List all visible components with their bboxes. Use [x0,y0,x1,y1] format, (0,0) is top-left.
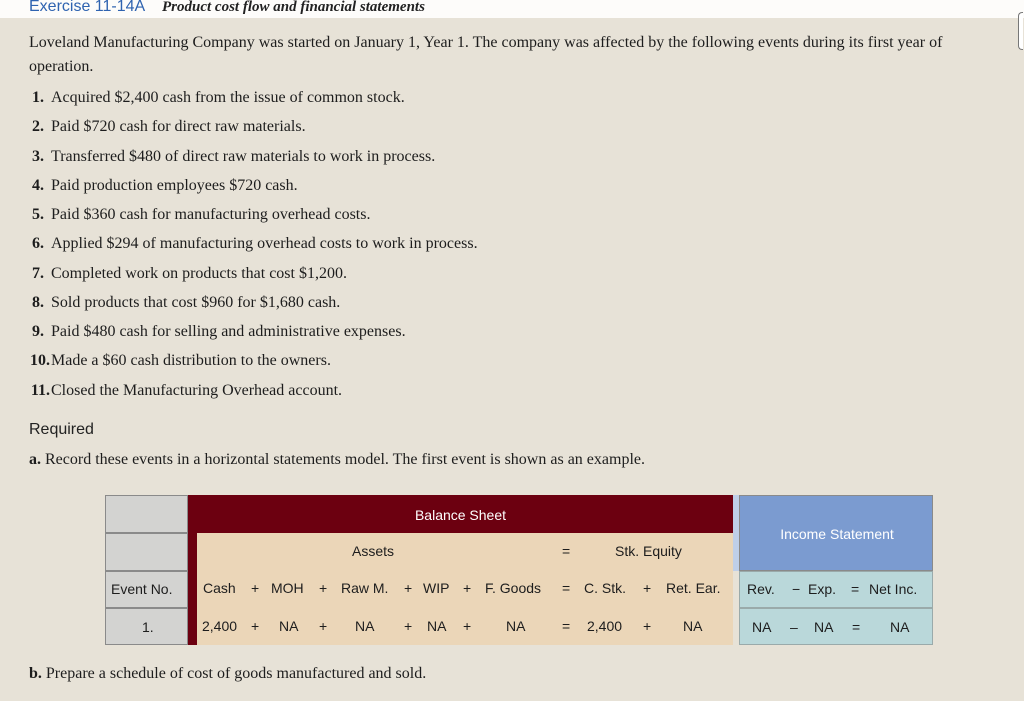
event-number: 11. [30,382,50,399]
exercise-header [0,0,1024,18]
event-number: 4. [32,177,44,194]
balance-sheet-header [188,495,733,533]
income-statement-label: Income Statement [780,526,894,542]
event-number: 9. [32,323,44,340]
event-text: Paid $480 cash for selling and administrative expenses. [51,323,406,340]
plus-sign: + [251,580,260,596]
equals-sign: = [852,619,861,635]
event-number: 5. [32,206,44,223]
cell-cash: 2,400 [202,618,238,634]
income-statement-header [739,495,933,571]
part-b-label: b. [29,665,42,682]
event-no-label: Event No. [111,581,173,597]
event-number: 7. [32,265,44,282]
table-row-balance [197,608,733,645]
plus-sign: + [463,618,472,634]
event-number: 6. [32,235,44,252]
col-moh: MOH [271,580,304,596]
col-raw-m: Raw M. [341,580,389,596]
col-c-stk: C. Stk. [584,580,627,596]
part-b-instruction [29,665,426,683]
event-no-header [105,571,188,608]
blank-header-cell [105,533,188,571]
cell-rev: NA [752,619,772,635]
plus-sign: + [643,618,652,634]
intro-paragraph: Loveland Manufacturing Company was started on January 1, Year 1. The company was affected by the following events during its first year of operation. [29,34,943,75]
event-text: Acquired $2,400 cash from the issue of common stock. [51,89,405,106]
blank-header-cell [105,495,188,533]
horizontal-statements-model [105,495,933,645]
plus-sign: + [643,580,652,596]
col-cash: Cash [203,580,236,596]
cell-net-inc: NA [890,619,910,635]
exercise-code: Exercise 11-14A [29,0,146,15]
event-text: Made a $60 cash distribution to the owners. [51,352,331,369]
equals-sign: = [851,581,860,597]
col-ret-ear: Ret. Ear. [666,580,721,596]
part-a-label: a. [29,451,41,468]
plus-sign: + [404,580,413,596]
cell-ret-ear: NA [683,618,703,634]
col-exp: Exp. [808,581,837,597]
exercise-title: Product cost flow and financial statements [162,0,425,15]
event-number: 8. [32,294,44,311]
balance-sheet-label: Balance Sheet [414,507,507,523]
col-rev: Rev. [747,581,775,597]
part-b-text: Prepare a schedule of cost of goods manufactured and sold. [45,665,427,682]
cell-raw-m: NA [355,618,375,634]
column-headers-income [739,571,933,608]
maroon-side-bar [188,533,197,645]
table-row-event [105,608,188,645]
plus-sign: + [251,618,260,634]
event-number: 1. [32,89,44,106]
col-net-inc: Net Inc. [869,581,918,597]
dash-sign: – [790,619,798,635]
event-text: Paid $360 cash for manufacturing overhead costs. [51,206,371,223]
event-number: 3. [32,148,44,165]
event-text: Closed the Manufacturing Overhead account. [51,382,343,399]
table-row-income [739,608,933,645]
plus-sign: + [319,580,328,596]
required-heading: Required [29,421,94,438]
plus-sign: + [404,618,413,634]
part-a-text: Record these events in a horizontal statements model. The first event is shown as an example. [45,451,645,468]
minus-sign: − [792,581,801,597]
equals-sign: = [562,580,571,596]
cell-moh: NA [279,618,299,634]
plus-sign: + [319,618,328,634]
stk-equity-label: Stk. Equity [615,543,682,559]
column-headers-balance [197,571,733,608]
event-number: 2. [32,118,44,135]
col-f-goods: F. Goods [485,580,542,596]
equals-sign: = [562,543,571,559]
cell-wip: NA [427,618,447,634]
plus-sign: + [463,580,472,596]
cell-exp: NA [814,619,834,635]
event-text: Completed work on products that cost $1,200. [51,265,347,282]
equals-sign: = [562,618,571,634]
event-number: 10. [30,352,50,369]
cell-f-goods: NA [506,618,526,634]
assets-equity-header [197,533,733,571]
assets-label: Assets [352,543,395,559]
cell-c-stk: 2,400 [587,618,623,634]
col-wip: WIP [423,580,450,596]
side-panel-tab[interactable] [1018,12,1023,50]
row-event-number: 1. [142,619,154,635]
event-text: Transferred $480 of direct raw materials to work in process. [51,148,436,165]
event-text: Sold products that cost $960 for $1,680 cash. [51,294,341,311]
event-text: Paid $720 cash for direct raw materials. [51,118,306,135]
event-text: Applied $294 of manufacturing overhead costs to work in process. [51,235,478,252]
event-text: Paid production employees $720 cash. [51,177,298,194]
part-a-instruction [29,451,645,469]
